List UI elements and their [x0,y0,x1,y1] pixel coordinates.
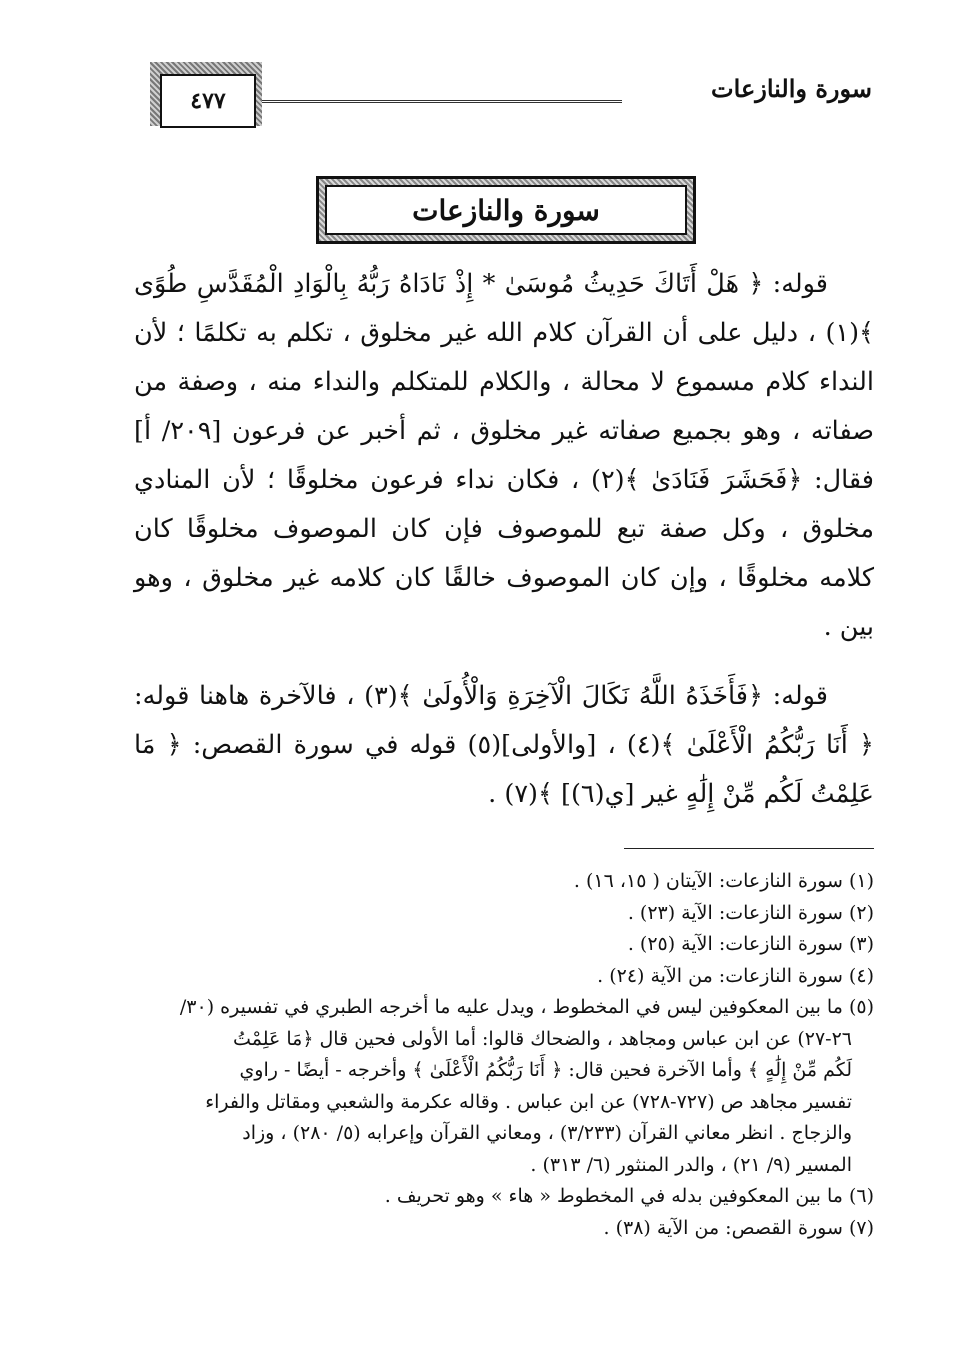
paragraph [134,260,874,652]
body-line: المنادي مخلوق ، وكل صفة تبع للموصوف فإن كان الموصوف مخلوقًا [134,465,874,544]
body-line: رَبُّكُمُ الْأَعْلَىٰ ﴾(٤) ، [والأولى](٥) قوله في سورة القصص: ﴿ مَا عَلِمْتُ [134,730,874,809]
paragraph [134,672,874,819]
body-line: لَكُم مِّنْ إِلَٰهٍ غير [ي(٦)] ﴾(٧) . [488,779,803,809]
footnote: (٥) ما بين المعكوفين ليس في المخطوط ، ويدل عليه ما أخرجه الطبري في تفسيره (٣٠/ [179,996,874,1018]
body-line: كلام مسموع لا محالة ، والكلام للمتكلم والنداء منه ، وصفة من [134,367,809,397]
section-title-frame [316,176,696,244]
footnote: (٤) سورة النازعات: من الآية (٢٤) . [597,964,874,987]
body-line: صفاته ، وهو بجميع صفاته غير مخلوق ، ثم أخبر عن فرعون [٢٠٩/ [161,416,874,446]
footnote-continuation: المسير (٩/ ٢١) ، والدر المنثور (٦/ ٣١٣) . [530,1153,852,1176]
header-rule [262,100,622,103]
footnote: (٦) ما بين المعكوفين بدله في المخطوط « هاء » وهو تحريف . [384,1185,874,1207]
page-number: ٤٧٧ [190,88,226,114]
footnote: (١) سورة النازعات: الآيتان ( ١٥، ١٦) . [573,870,874,892]
footnote: (٧) سورة القصص: من الآية (٣٨) . [603,1216,874,1239]
body-text [134,260,874,839]
body-line: أ] فقال: ﴿فَحَشَرَ فَنَادَىٰ ﴾(٢) ، فكان نداء فرعون مخلوقًا ؛ لأن [134,416,874,495]
body-line: دليل على أن القرآن كلام الله غير مخلوق ، تكلم به تكلمًا ؛ لأن النداء [134,318,874,397]
footnote-continuation: ٢٦-٢٧) عن ابن عباس ومجاهد ، والضحاك قالوا: أما الأولى فحين قال ﴿مَا عَلِمْتُ [233,1027,852,1050]
running-title: سورة والنازعات [711,74,872,103]
footnotes [129,866,874,1244]
body-line: قوله: ﴿فَأَخَذَهُ اللَّهُ نَكَالَ الْآخِرَةِ وَالْأُولَىٰ ﴾(٣) ، فالآخرة هاهنا قوله: ﴿ أَنَا [134,681,874,760]
footnote: (٢) سورة النازعات: الآية (٢٣) . [627,901,874,924]
footnote: (٣) سورة النازعات: الآية (٢٥) . [627,933,874,955]
page-number-box [160,74,256,128]
body-line: قوله: ﴿ هَلْ أَتَاكَ حَدِيثُ مُوسَىٰ * إِذْ نَادَاهُ رَبُّهُ بِالْوَادِ الْمُقَدَّسِ طُوًى ﴾(١) ، [134,269,874,348]
body-line: كان كلامه مخلوقًا ، وإن كان الموصوف خالقًا كان كلامه غير مخلوق ، [134,514,874,593]
footnote-continuation: تفسير مجاهد ص (٧٢٧-٧٢٨) عن ابن عباس . وقاله عكرمة والشعبي ومقاتل والفراء [205,1090,852,1113]
footnote-separator [624,848,874,849]
section-title: سورة والنازعات [325,185,687,235]
body-line: وهو بين . [134,563,874,642]
footnote-continuation: لَكُم مِّنْ إِلَٰهٍ ﴾ وأما الآخرة فحين قال: ﴿ أَنَا رَبُّكُمُ الْأَعْلَىٰ ﴾ وأخرجه - أيضًا - راوي [239,1059,852,1081]
footnote-continuation: والزجاج . انظر معاني القرآن (٣/٢٣٣) ، ومعاني القرآن وإعرابه (٥/ ٢٨٠) ، وزاد [242,1122,852,1144]
